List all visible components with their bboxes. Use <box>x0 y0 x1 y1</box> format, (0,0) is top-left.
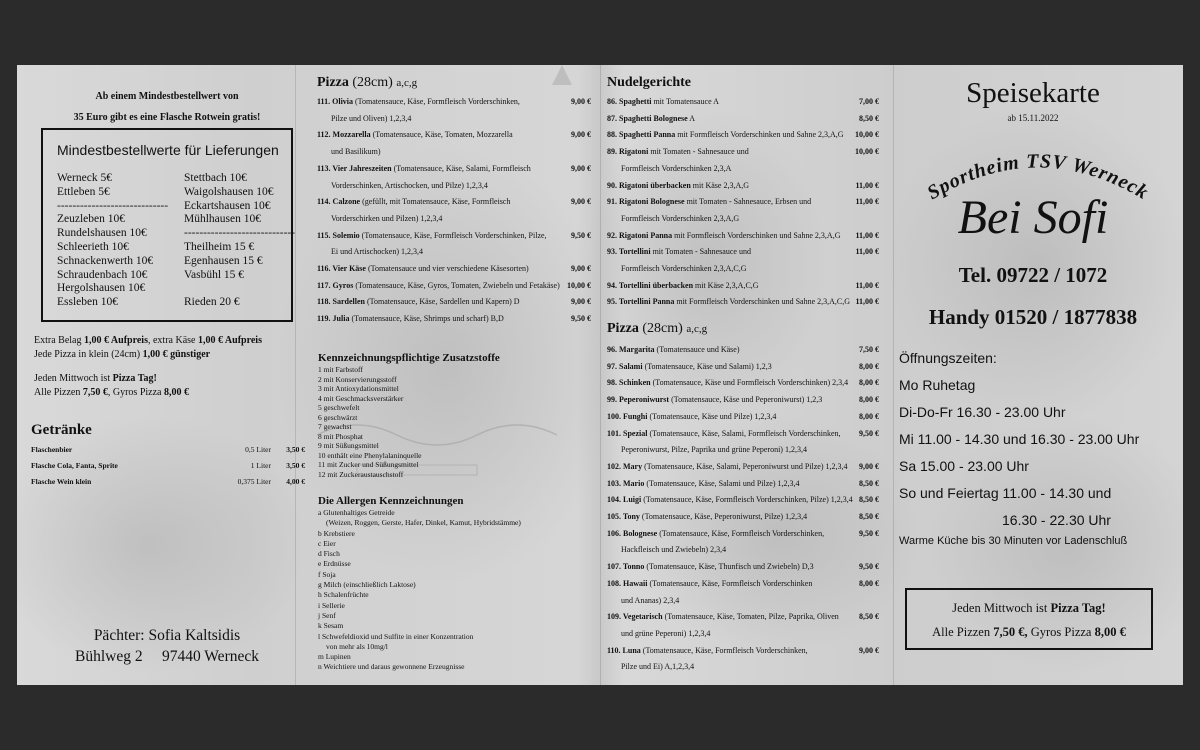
menu-item-line: 113. Vier Jahreszeiten (Tomatensauce, Käse, Salami, Formfleisch <box>317 163 531 173</box>
allergen-item: a Glutenhaltiges Getreide <box>318 508 395 517</box>
menu-item <box>317 127 591 160</box>
menu-item-price: 9,00 € <box>571 97 591 106</box>
additive-item: 2 mit Konservierungsstoff <box>318 374 397 384</box>
menu-item-price: 9,50 € <box>859 562 879 572</box>
hours-wednesday: Mi 11.00 - 14.30 und 16.30 - 23.00 Uhr <box>899 431 1140 447</box>
pizza-special-panel <box>317 65 591 685</box>
allergen-item: k Sesam <box>318 621 344 631</box>
menu-item <box>607 576 879 609</box>
delivery-town: Schnackenwerth 10€ <box>57 254 154 267</box>
menu-item-line: 107. Tonno (Tomatensauce, Käse, Thunfisch und Zwiebeln) D,3 <box>607 562 814 572</box>
hours-monday: Mo Ruhetag <box>899 377 976 393</box>
additive-item: 6 geschwärzt <box>318 412 358 422</box>
menu-item-line: 87. Spaghetti Bolognese A <box>607 113 696 123</box>
pizza-classic-size: (28cm) <box>642 321 683 336</box>
menu-item-price: 7,00 € <box>859 97 879 106</box>
additives-title: Kennzeichnungspflichtige Zusatzstoffe <box>318 352 500 364</box>
menu-item-line: 90. Rigatoni überbacken mit Käse 2,3,A,G <box>607 180 750 190</box>
allergen-item: l Schwefeldioxid und Sulfite in einer Konzentration <box>318 631 474 641</box>
left-panel <box>17 65 305 685</box>
menu-item <box>607 476 879 493</box>
menu-item <box>607 359 879 376</box>
menu-item-line: 114. Calzone (gefüllt, mit Tomatensauce, Käse, Formfleisch <box>317 197 511 207</box>
menu-item-price: 9,50 € <box>571 314 591 324</box>
delivery-town: Ettleben 5€ <box>57 185 110 198</box>
menu-item-line: 119. Julia (Tomatensauce, Käse, Shrimps und scharf) B,D <box>317 314 504 324</box>
menu-item <box>607 609 879 642</box>
allergen-item: g Milch (einschließlich Laktose) <box>318 580 416 590</box>
menu-item-line-2: Vorderschinken, Artischocken, und Pilze) 1,2,3,4 <box>331 180 488 190</box>
menu-item-line-2: Hackfleisch und Zwiebeln) 2,3,4 <box>621 545 727 555</box>
menu-item-price: 8,50 € <box>859 495 879 505</box>
delivery-town: Schraudenbach 10€ <box>57 268 148 281</box>
pizza-list-special <box>317 94 591 328</box>
menu-item-line: 118. Sardellen (Tomatensauce, Käse, Sardellen und Kapern) D <box>317 297 520 307</box>
menu-item-line: 91. Rigatoni Bolognese mit Tomaten - Sahnesauce, Erbsen und <box>607 197 812 207</box>
menu-item-line: 93. Tortellini mit Tomaten - Sahnesauce und <box>607 247 751 257</box>
delivery-town: Stettbach 10€ <box>184 172 247 184</box>
delivery-town: Hergolshausen 10€ <box>57 282 146 295</box>
menu-item <box>607 492 879 509</box>
menu-item-price: 9,50 € <box>859 428 879 438</box>
menu-item-price: 8,00 € <box>859 411 879 421</box>
pizza-section-codes: a,c,g <box>396 77 418 89</box>
menu-item-price: 9,00 € <box>859 461 879 471</box>
additive-item: 5 geschwefelt <box>318 403 360 412</box>
menu-item-price: 8,50 € <box>859 612 879 622</box>
pizza-list-classic <box>607 342 879 676</box>
pizza-section-size: (28cm) <box>352 75 393 90</box>
menu-item <box>317 194 591 227</box>
owner-name: Pächter: Sofia Kaltsidis <box>93 627 241 644</box>
hours-title: Öffnungszeiten: <box>899 350 997 366</box>
menu-item-price: 9,50 € <box>859 528 879 538</box>
menu-item-line: 100. Funghi (Tomatensauce, Käse und Pilze) 1,2,3,4 <box>607 411 777 421</box>
allergen-item: f Soja <box>318 569 336 579</box>
menu-item <box>317 311 591 328</box>
additive-item: 10 enthält eine Phenylalaninquelle <box>318 450 422 460</box>
menu-item-price: 8,50 € <box>859 113 879 123</box>
menu-item-line-2: und Ananas) 2,3,4 <box>621 595 680 605</box>
allergen-item: b Krebstiere <box>318 528 355 538</box>
menu-item-line: 103. Mario (Tomatensauce, Käse, Salami und Pilze) 1,2,3,4 <box>607 478 800 488</box>
menu-item <box>607 342 879 359</box>
allergen-item: h Schalenfrüchte <box>318 590 369 600</box>
delivery-town: Vasbühl 15 € <box>184 268 245 281</box>
mobile-phone: Handy 01520 / 1877838 <box>928 305 1138 329</box>
menu-item <box>607 426 879 459</box>
pizza-section-title: Pizza <box>317 75 349 90</box>
menu-item-price: 11,00 € <box>855 230 879 240</box>
delivery-town: Zeuzleben 10€ <box>57 213 126 226</box>
delivery-town: Werneck 5€ <box>57 172 112 184</box>
delivery-title: Mindestbestellwerte für Lieferungen <box>57 142 279 158</box>
menu-item-line: 105. Tony (Tomatensauce, Käse, Peperoniwurst, Pilze) 1,2,3,4 <box>607 512 808 522</box>
menu-item-price: 8,00 € <box>859 378 879 388</box>
menu-item-line: 94. Tortellini überbacken mit Käse 2,3,A,C,G <box>607 280 759 290</box>
hours-tue-thu-fri: Di-Do-Fr 16.30 - 23.00 Uhr <box>899 404 1066 420</box>
drink-name: Flasche Cola, Fanta, Sprite <box>31 461 118 470</box>
delivery-town: ----------------------------- <box>184 227 296 240</box>
drinks-title: Getränke <box>31 422 92 438</box>
menu-item <box>317 278 591 295</box>
delivery-list-right <box>184 172 295 310</box>
allergens-list <box>318 508 521 673</box>
delivery-town: ----------------------------- <box>57 199 169 212</box>
menu-item-price: 10,00 € <box>855 147 879 157</box>
drink-price: 4,00 € <box>286 477 305 486</box>
small-pizza-note: Jede Pizza in klein (24cm) 1,00 € günstiger <box>34 349 211 360</box>
drink-row <box>31 442 305 458</box>
menu-item <box>607 409 879 426</box>
allergen-item: von mehr als 10mg/l <box>326 641 388 651</box>
logo-arc-text: Sportheim TSV Werneck <box>923 150 1153 205</box>
additive-item: 1 mit Farbstoff <box>318 365 363 374</box>
allergen-item: i Sellerie <box>318 600 345 610</box>
additive-item: 11 mit Zucker und Süßungsmittel <box>318 460 419 469</box>
menu-item-line-2: Vorderschirken und Pilzen) 1,2,3,4 <box>331 213 443 223</box>
menu-item <box>607 127 879 144</box>
info-panel <box>893 65 1183 685</box>
delivery-town: Mühlhausen 10€ <box>184 213 261 226</box>
menu-item-price: 11,00 € <box>855 180 879 190</box>
menu-item <box>317 228 591 261</box>
drink-row <box>31 474 305 490</box>
drink-name: Flasche Wein klein <box>31 477 92 486</box>
kitchen-note: Warme Küche bis 30 Minuten vor Ladenschluß <box>899 535 1128 547</box>
menu-item-line-2: Pilze und Oliven) 1,2,3,4 <box>331 113 412 123</box>
drink-size: 1 Liter <box>250 461 271 470</box>
menu-item-price: 9,00 € <box>571 197 591 207</box>
wednesday-box-line-2: Alle Pizzen 7,50 €, Gyros Pizza 8,00 € <box>932 625 1126 639</box>
additive-item: 9 mit Süßungsmittel <box>318 441 379 450</box>
pizza-classic-title: Pizza <box>607 321 639 336</box>
menu-item <box>317 161 591 194</box>
menu-item-line: 108. Hawaii (Tomatensauce, Käse, Formfleisch Vorderschinken <box>607 578 813 588</box>
menu-item-price: 9,00 € <box>571 163 591 173</box>
menu-item-price: 8,50 € <box>859 512 879 522</box>
menu-item <box>317 94 591 127</box>
delivery-town <box>184 282 295 296</box>
drink-price: 3,50 € <box>286 445 305 454</box>
delivery-town: Waigolshausen 10€ <box>184 185 274 198</box>
delivery-town: Theilheim 15 € <box>184 240 255 253</box>
menu-item-line: 116. Vier Käse (Tomatensauce und vier verschiedene Käsesorten) <box>317 264 529 274</box>
allergens-title: Die Allergen Kennzeichnungen <box>318 495 464 507</box>
delivery-town: Essleben 10€ <box>57 296 119 309</box>
menu-item-line-2: Formfleisch Vorderschinken 2,3,A <box>621 163 732 173</box>
phone: Tel. 09722 / 1072 <box>958 263 1108 287</box>
menu-item-line: 99. Peperoniwurst (Tomatensauce, Käse und Peperoniwurst) 1,2,3 <box>607 395 823 405</box>
wednesday-box-line-1: Jeden Mittwoch ist Pizza Tag! <box>952 601 1106 615</box>
menu-item-line-2: und grüne Peperoni) 1,2,3,4 <box>621 628 711 638</box>
additive-item: 7 gewachst <box>318 422 352 431</box>
additive-item: 4 mit Geschmacksverstärker <box>318 393 404 403</box>
noodles-pizza-panel <box>607 65 881 685</box>
menu-item-price: 8,00 € <box>859 361 879 371</box>
menu-item <box>607 278 879 295</box>
menu-item-line: 104. Luigi (Tomatensauce, Käse, Formfleisch Vorderschinken, Pilze) 1,2,3,4 <box>607 495 853 505</box>
menu-item-line: 117. Gyros (Tomatensauce, Käse, Gyros, Tomaten, Zwiebeln und Fetakäse) <box>317 280 560 290</box>
additive-item: 3 mit Antioxydationsmittel <box>318 384 399 393</box>
menu-item <box>607 144 879 177</box>
menu-item-line: 95. Tortellini Panna mit Formfleisch Vorderschinken und Sahne 2,3,A,C,G <box>607 297 851 307</box>
menu-item <box>607 526 879 559</box>
logo <box>893 125 1183 245</box>
menu-item-price: 8,00 € <box>859 395 879 405</box>
menu-item <box>607 643 879 676</box>
menu-item <box>607 228 879 245</box>
delivery-town: Egenhausen 15 € <box>184 254 263 267</box>
menu-item-price: 11,00 € <box>855 297 879 307</box>
menu-item-price: 11,00 € <box>855 247 879 257</box>
menu-item <box>607 94 879 111</box>
menu-item-price: 10,00 € <box>567 280 591 290</box>
allergen-item: e Erdnüsse <box>318 559 351 569</box>
promo-line-1: Ab einem Mindestbestellwert von <box>95 91 239 102</box>
menu-item-price: 10,00 € <box>855 130 879 140</box>
allergen-item: d Fisch <box>318 549 340 559</box>
menu-item-price: 8,50 € <box>859 478 879 488</box>
allergen-item: m Lupinen <box>318 652 351 662</box>
menu-item-price: 9,00 € <box>571 130 591 140</box>
menu-item <box>607 559 879 576</box>
menu-item <box>317 294 591 311</box>
allergen-item: n Weichtiere und daraus gewonnene Erzeugnisse <box>318 662 465 672</box>
menu-item-price: 9,50 € <box>571 230 591 240</box>
drink-price: 3,50 € <box>286 461 305 470</box>
promo-line-2: 35 Euro gibt es eine Flasche Rotwein gratis! <box>73 112 261 123</box>
menu-item <box>607 375 879 392</box>
menu-item <box>607 294 879 311</box>
menu-item-line-2: Peperoniwurst, Pilze, Paprika und grüne Peperoni) 1,2,3,4 <box>621 445 807 455</box>
menu-item-line-2: Formfleisch Vorderschinken 2,3,A,G <box>621 213 740 223</box>
hours-sunday-evening: 16.30 - 22.30 Uhr <box>1002 512 1111 528</box>
wednesday-note-line-1: Jeden Mittwoch ist Pizza Tag! <box>34 373 157 384</box>
menu-item-line: 92. Rigatoni Panna mit Formfleisch Vorderschinken und Sahne 2,3,A,G <box>607 230 841 240</box>
menu-item-line-2: Pilze und Ei) A,1,2,3,4 <box>621 662 695 672</box>
menu-item <box>607 194 879 227</box>
menu-item-line: 102. Mary (Tomatensauce, Käse, Salami, Peperoniwurst und Pilze) 1,2,3,4 <box>607 461 848 471</box>
hours-sunday: So und Feiertag 11.00 - 14.30 und <box>899 485 1112 501</box>
menu-item-line: 89. Rigatoni mit Tomaten - Sahnesauce und <box>607 147 749 157</box>
menu-item-line: 96. Margarita (Tomatensauce und Käse) <box>607 345 740 354</box>
menu-item-line: 111. Olivia (Tomatensauce, Käse, Formfleisch Vorderschinken, <box>317 97 520 106</box>
delivery-town: Rieden 20 € <box>184 296 240 309</box>
menu-item-line: 86. Spaghetti mit Tomatensauce A <box>607 97 719 106</box>
menu-item <box>607 244 879 277</box>
delivery-town: Eckartshausen 10€ <box>184 199 271 212</box>
menu-item <box>607 392 879 409</box>
menu-item-price: 9,00 € <box>571 264 591 274</box>
menu-item-price: 11,00 € <box>855 280 879 290</box>
pizza-classic-codes: a,c,g <box>686 323 708 335</box>
menu-item-price: 9,00 € <box>859 645 879 655</box>
delivery-town: Schleerieth 10€ <box>57 240 129 253</box>
menu-item <box>317 261 591 278</box>
additive-item: 12 mit Zuckeraustauschstoff <box>318 469 404 479</box>
menu-item-line: 101. Spezial (Tomatensauce, Käse, Salami, Formfleisch Vorderschinken, <box>607 428 841 438</box>
menu-item-line: 88. Spaghetti Panna mit Formfleisch Vorderschinken und Sahne 2,3,A,G <box>607 130 844 140</box>
hours-saturday: Sa 15.00 - 23.00 Uhr <box>899 458 1029 474</box>
noodles-title: Nudelgerichte <box>607 75 691 90</box>
menu-item-price: 7,50 € <box>859 345 879 354</box>
additives-list <box>318 365 422 479</box>
allergen-item: c Eier <box>318 538 336 548</box>
menu-item-price: 8,00 € <box>859 578 879 588</box>
drink-size: 0,5 Liter <box>245 445 271 454</box>
menu-item-line: 109. Vegetarisch (Tomatensauce, Käse, Tomaten, Pilze, Paprika, Oliven <box>607 612 839 622</box>
additive-item: 8 mit Phosphat <box>318 431 364 441</box>
menu-item <box>607 178 879 195</box>
menu-item-line: 97. Salami (Tomatensauce, Käse und Salami) 1,2,3 <box>607 361 772 371</box>
menu-item-line: 115. Solemio (Tomatensauce, Käse, Formfleisch Vorderschinken, Pilze, <box>317 230 547 240</box>
menu-item-line: 106. Bolognese (Tomatensauce, Käse, Formfleisch Vorderschinken, <box>607 528 825 538</box>
allergen-item: j Senf <box>318 610 336 620</box>
drink-name: Flaschenbier <box>31 445 73 454</box>
drinks-list <box>31 442 305 490</box>
menu-item-price: 11,00 € <box>855 197 879 207</box>
owner-address: Bühlweg 2 97440 Werneck <box>74 648 259 665</box>
menu-title: Speisekarte <box>966 77 1100 109</box>
menu-item-line-2: Formfleisch Vorderschinken 2,3,A,C,G <box>621 264 747 274</box>
menu-item-price: 9,00 € <box>571 297 591 307</box>
menu-item-line: 110. Luna (Tomatensauce, Käse, Formfleisch Vorderschinken, <box>607 645 808 655</box>
menu-date: ab 15.11.2022 <box>1007 113 1059 123</box>
menu-item <box>607 111 879 128</box>
menu-item-line: 112. Mozzarella (Tomatensauce, Käse, Tomaten, Mozzarella <box>317 130 513 140</box>
menu-item-line-2: Ei und Artischocken) 1,2,3,4 <box>331 247 423 257</box>
drink-row <box>31 458 305 474</box>
extra-topping-note: Extra Belag 1,00 € Aufpreis, extra Käse 1,00 € Aufpreis <box>34 335 262 346</box>
allergen-item: (Weizen, Roggen, Gerste, Hafer, Dinkel, Kamut, Hybridstämme) <box>326 518 521 528</box>
delivery-town: Rundelshausen 10€ <box>57 227 147 240</box>
logo-name: Bei Sofi <box>957 191 1109 244</box>
drink-size: 0,375 Liter <box>237 477 271 486</box>
delivery-list-left <box>57 172 168 310</box>
menu-item <box>607 509 879 526</box>
menu-item-line: 98. Schinken (Tomatensauce, Käse und Formfleisch Vorderschinken) 2,3,4 <box>607 378 849 388</box>
menu-item <box>607 459 879 476</box>
noodles-list <box>607 94 879 311</box>
menu-item-line-2: und Basilikum) <box>331 147 381 157</box>
wednesday-note-line-2: Alle Pizzen 7,50 €, Gyros Pizza 8,00 € <box>34 387 189 398</box>
